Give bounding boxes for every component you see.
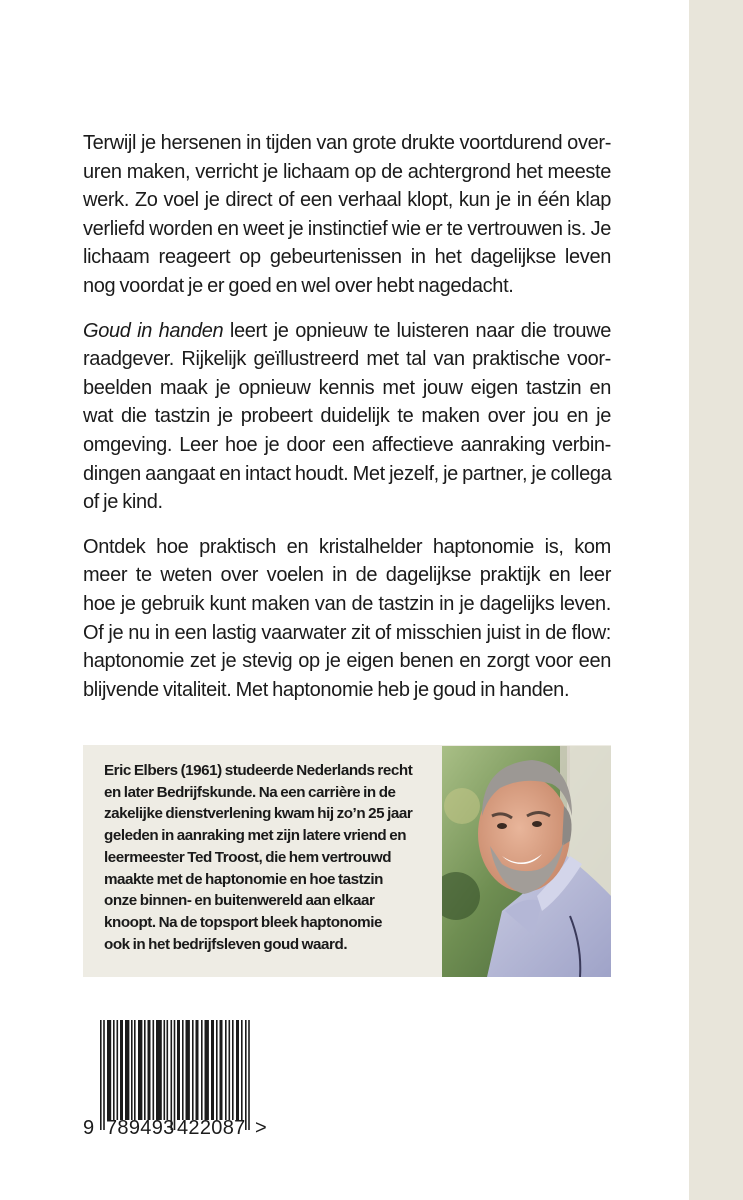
isbn-right-group: 422087: [177, 1117, 246, 1139]
blurb-text: [83, 129, 611, 720]
author-portrait-illustration: [442, 746, 611, 977]
bio-line: Eric Elbers (1961) studeerde Nederlands recht: [104, 762, 413, 779]
blurb-paragraph-3: [83, 533, 611, 705]
text-line: Terwijl je hersenen in tijden van grote drukte voortdurend over-: [83, 132, 611, 154]
blurb-paragraph-2: [83, 317, 611, 517]
isbn-prefix-digit: 9: [83, 1117, 95, 1139]
author-bio-text: [104, 760, 434, 955]
bio-line: onze binnen- en buitenwereld aan elkaar: [104, 892, 375, 910]
text-line: hoe je gebruik kunt maken van de tastzin in je dagelijks leven.: [83, 592, 611, 615]
isbn-left-group: 789493: [106, 1117, 175, 1139]
text-line: nog voordat je er goed en wel over hebt nagedacht.: [83, 274, 514, 297]
text-line: wat die tastzin je probeert duidelijk te maken over jou en je: [83, 405, 611, 428]
text-line: dingen aangaat en intact houdt. Met jezelf, je partner, je collega: [83, 462, 612, 485]
text-line: werk. Zo voel je direct of een verhaal klopt, kun je in één klap: [83, 189, 611, 212]
quiet-zone-marker: >: [255, 1117, 267, 1139]
bio-line: knoopt. Na de topsport bleek haptonomie: [104, 913, 382, 931]
blurb-paragraph-1: [83, 129, 611, 301]
bio-line: geleden in aanraking met zijn latere vriend en: [104, 827, 407, 845]
text-line: meer te weten over voelen in de dagelijkse praktijk en leer: [83, 564, 611, 587]
text-line: [83, 317, 611, 346]
text-line: omgeving. Leer hoe je door een affectieve aanraking verbin-: [83, 433, 611, 456]
text-line: Ontdek hoe praktisch en kristalhelder haptonomie is, kom: [83, 535, 611, 558]
bio-line: leermeester Ted Troost, die hem vertrouwd: [104, 848, 392, 866]
bio-line: zakelijke dienstverlening kwam hij zo’n 25 jaar: [104, 805, 413, 823]
author-bio-box: [83, 745, 611, 977]
text-line: beelden maak je opnieuw kennis met jouw eigen tastzin en: [83, 376, 611, 399]
author-photo: [442, 746, 611, 977]
text-fragment: leert je opnieuw te luisteren naar die trouwe: [223, 319, 611, 342]
bio-line: ook in het bedrijfsleven goud waard.: [104, 935, 348, 953]
bio-line: maakte met de haptonomie en hoe tastzin: [104, 870, 383, 888]
text-line: raadgever. Rijkelijk geïllustreerd met tal van praktische voor-: [83, 348, 611, 371]
text-line: lichaam reageert op gebeurtenissen in het dagelijkse leven: [83, 246, 611, 269]
bio-line: en later Bedrijfskunde. Na een carrière in de: [104, 783, 396, 801]
text-line: verliefd worden en weet je instinctief wie er te vertrouwen is. Je: [83, 217, 611, 240]
text-line: Of je nu in een lastig vaarwater zit of misschien juist in de flow:: [83, 621, 611, 644]
spine-strip: [689, 0, 743, 1200]
text-line: uren maken, verricht je lichaam op de achtergrond het meeste: [83, 160, 611, 183]
text-line: blijvende vitaliteit. Met haptonomie heb je goud in handen.: [83, 678, 570, 701]
text-line: haptonomie zet je stevig op je eigen benen en zorgt voor een: [83, 650, 611, 673]
isbn-barcode: [83, 1018, 283, 1143]
text-line: of je kind.: [83, 491, 163, 514]
book-title: Goud in handen: [83, 319, 224, 342]
